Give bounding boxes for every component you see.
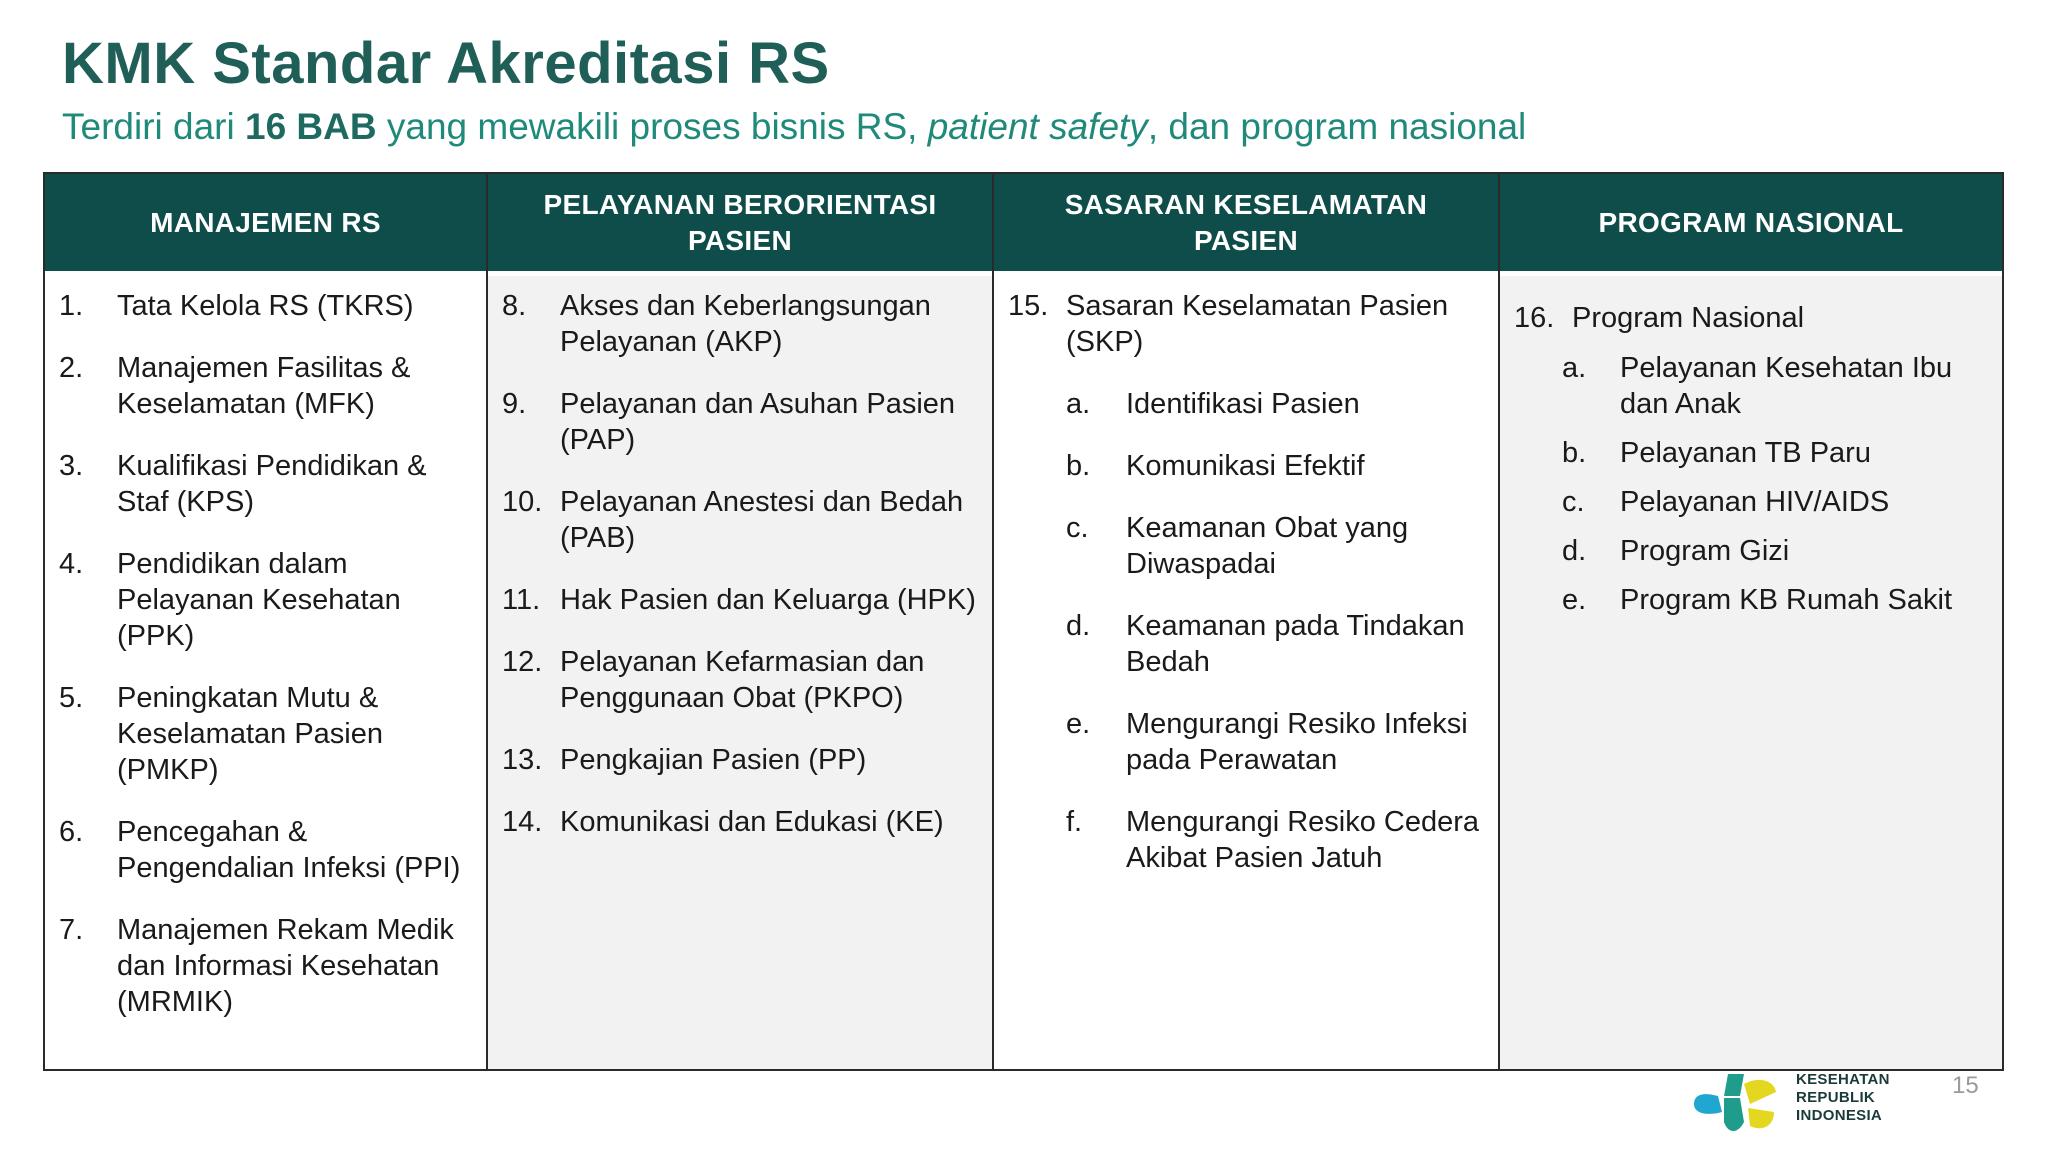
sub-item-letter: f. [1066, 806, 1083, 838]
item-text: Peningkatan Mutu & Keselamatan Pasien (PMKP) [117, 682, 383, 786]
logo-line-1: KESEHATAN [1796, 1071, 1890, 1088]
list-item [59, 288, 474, 324]
item-text: Pencegahan & Pengendalian Infeksi (PPI) [117, 816, 461, 884]
sub-item-text: Pelayanan TB Paru [1620, 437, 1871, 469]
item-number: 4. [59, 548, 84, 580]
item-number: 1. [59, 290, 84, 322]
item-number: 15. [1008, 290, 1049, 322]
subtitle-prefix: Terdiri dari [62, 106, 245, 147]
list-item [59, 680, 474, 788]
column-heading: SASARAN KESELAMATAN PASIEN [994, 174, 1498, 276]
subtitle-suffix: , dan program nasional [1147, 106, 1527, 147]
sub-list-item [1066, 804, 1486, 876]
column-manajemen-rs [45, 174, 488, 1069]
column-body [994, 276, 1498, 1069]
kemenkes-logo-icon [1688, 1066, 1784, 1138]
logo-line-3: INDONESIA [1796, 1107, 1883, 1124]
item-number: 12. [502, 646, 543, 678]
sub-list-item [1066, 510, 1486, 582]
item-number: 6. [59, 816, 84, 848]
sub-item-letter: e. [1562, 584, 1587, 616]
item-text: Pelayanan Kefarmasian dan Penggunaan Obat (PKPO) [560, 646, 925, 714]
item-text: Tata Kelola RS (TKRS) [117, 290, 414, 322]
sub-item-text: Mengurangi Resiko Cedera Akibat Pasien Jatuh [1126, 806, 1480, 874]
sub-item-letter: a. [1562, 352, 1587, 384]
item-text: Hak Pasien dan Keluarga (HPK) [560, 584, 976, 616]
item-number: 16. [1514, 302, 1555, 334]
list-item [59, 350, 474, 422]
item-number: 11. [502, 584, 541, 616]
column-sasaran-keselamatan [994, 174, 1500, 1069]
sub-list [1066, 386, 1486, 876]
item-number: 7. [59, 914, 84, 946]
column-body [488, 276, 992, 1069]
sub-list-item [1562, 582, 1990, 618]
sub-item-letter: d. [1066, 610, 1091, 642]
chapter-list [59, 288, 474, 1020]
column-pelayanan-pasien [488, 174, 994, 1069]
list-item [1008, 288, 1486, 360]
item-text: Akses dan Keberlangsungan Pelayanan (AKP) [560, 290, 931, 358]
item-number: 10. [502, 486, 543, 518]
list-item [59, 546, 474, 654]
item-number: 14. [502, 806, 543, 838]
sub-list-item [1562, 533, 1990, 569]
item-text: Manajemen Fasilitas & Keselamatan (MFK) [117, 352, 411, 420]
sub-list [1562, 350, 1990, 618]
item-number: 3. [59, 450, 84, 482]
sub-item-letter: d. [1562, 535, 1587, 567]
item-number: 5. [59, 682, 84, 714]
sub-item-text: Keamanan Obat yang Diwaspadai [1126, 512, 1409, 580]
sub-item-letter: b. [1066, 450, 1091, 482]
item-text: Komunikasi dan Edukasi (KE) [560, 806, 944, 838]
list-item [502, 742, 980, 778]
sub-item-text: Mengurangi Resiko Infeksi pada Perawatan [1126, 708, 1468, 776]
sub-list-item [1562, 350, 1990, 422]
list-item [502, 484, 980, 556]
item-text: Program Nasional [1572, 302, 1805, 334]
sub-item-text: Identifikasi Pasien [1126, 388, 1360, 420]
list-item [502, 288, 980, 360]
column-body [1500, 276, 2002, 1069]
standards-table [43, 172, 2004, 1071]
column-body [45, 276, 486, 1069]
list-item [59, 448, 474, 520]
sub-item-letter: a. [1066, 388, 1091, 420]
item-text: Kualifikasi Pendidikan & Staf (KPS) [117, 450, 427, 518]
sub-item-text: Komunikasi Efektif [1126, 450, 1365, 482]
logo-text [1796, 1071, 1890, 1125]
list-item [502, 386, 980, 458]
sub-list-item [1066, 706, 1486, 778]
sub-item-letter: e. [1066, 708, 1091, 740]
list-item [502, 582, 980, 618]
page-subtitle [62, 106, 1526, 148]
subtitle-mid: yang mewakili proses bisnis RS, [376, 106, 928, 147]
item-number: 9. [502, 388, 527, 420]
sub-item-text: Pelayanan HIV/AIDS [1620, 486, 1890, 518]
sub-list-item [1066, 448, 1486, 484]
item-number: 2. [59, 352, 84, 384]
sub-item-text: Program Gizi [1620, 535, 1790, 567]
list-item [502, 644, 980, 716]
sub-list-item [1562, 484, 1990, 520]
list-item [502, 804, 980, 840]
page-number: 15 [1952, 1072, 1979, 1099]
logo-line-2: REPUBLIK [1796, 1089, 1876, 1106]
sub-item-text: Pelayanan Kesehatan Ibu dan Anak [1620, 352, 1953, 420]
item-text: Pelayanan dan Asuhan Pasien (PAP) [560, 388, 956, 456]
list-item [1514, 300, 1990, 336]
column-heading: PELAYANAN BERORIENTASI PASIEN [488, 174, 992, 276]
item-text: Manajemen Rekam Medik dan Informasi Kesehatan (MRMIK) [117, 914, 454, 1018]
subtitle-italic: patient safety [927, 106, 1148, 147]
sub-item-letter: c. [1562, 486, 1585, 518]
item-text: Pengkajian Pasien (PP) [560, 744, 867, 776]
item-text: Sasaran Keselamatan Pasien (SKP) [1066, 290, 1449, 358]
sub-list-item [1562, 435, 1990, 471]
list-item [59, 814, 474, 886]
sub-item-text: Keamanan pada Tindakan Bedah [1126, 610, 1465, 678]
item-number: 13. [502, 744, 543, 776]
column-heading: PROGRAM NASIONAL [1500, 174, 2002, 276]
list-item [59, 912, 474, 1020]
page-title: KMK Standar Akreditasi RS [62, 31, 830, 96]
chapter-list [502, 288, 980, 840]
sub-list-item [1066, 386, 1486, 422]
item-text: Pendidikan dalam Pelayanan Kesehatan (PPK) [117, 548, 401, 652]
sub-item-letter: b. [1562, 437, 1587, 469]
column-program-nasional [1500, 174, 2002, 1069]
sub-item-text: Program KB Rumah Sakit [1620, 584, 1953, 616]
column-heading: MANAJEMEN RS [45, 174, 486, 276]
sub-list-item [1066, 608, 1486, 680]
subtitle-bold: 16 BAB [245, 106, 377, 147]
item-number: 8. [502, 290, 527, 322]
item-text: Pelayanan Anestesi dan Bedah (PAB) [560, 486, 964, 554]
sub-item-letter: c. [1066, 512, 1089, 544]
